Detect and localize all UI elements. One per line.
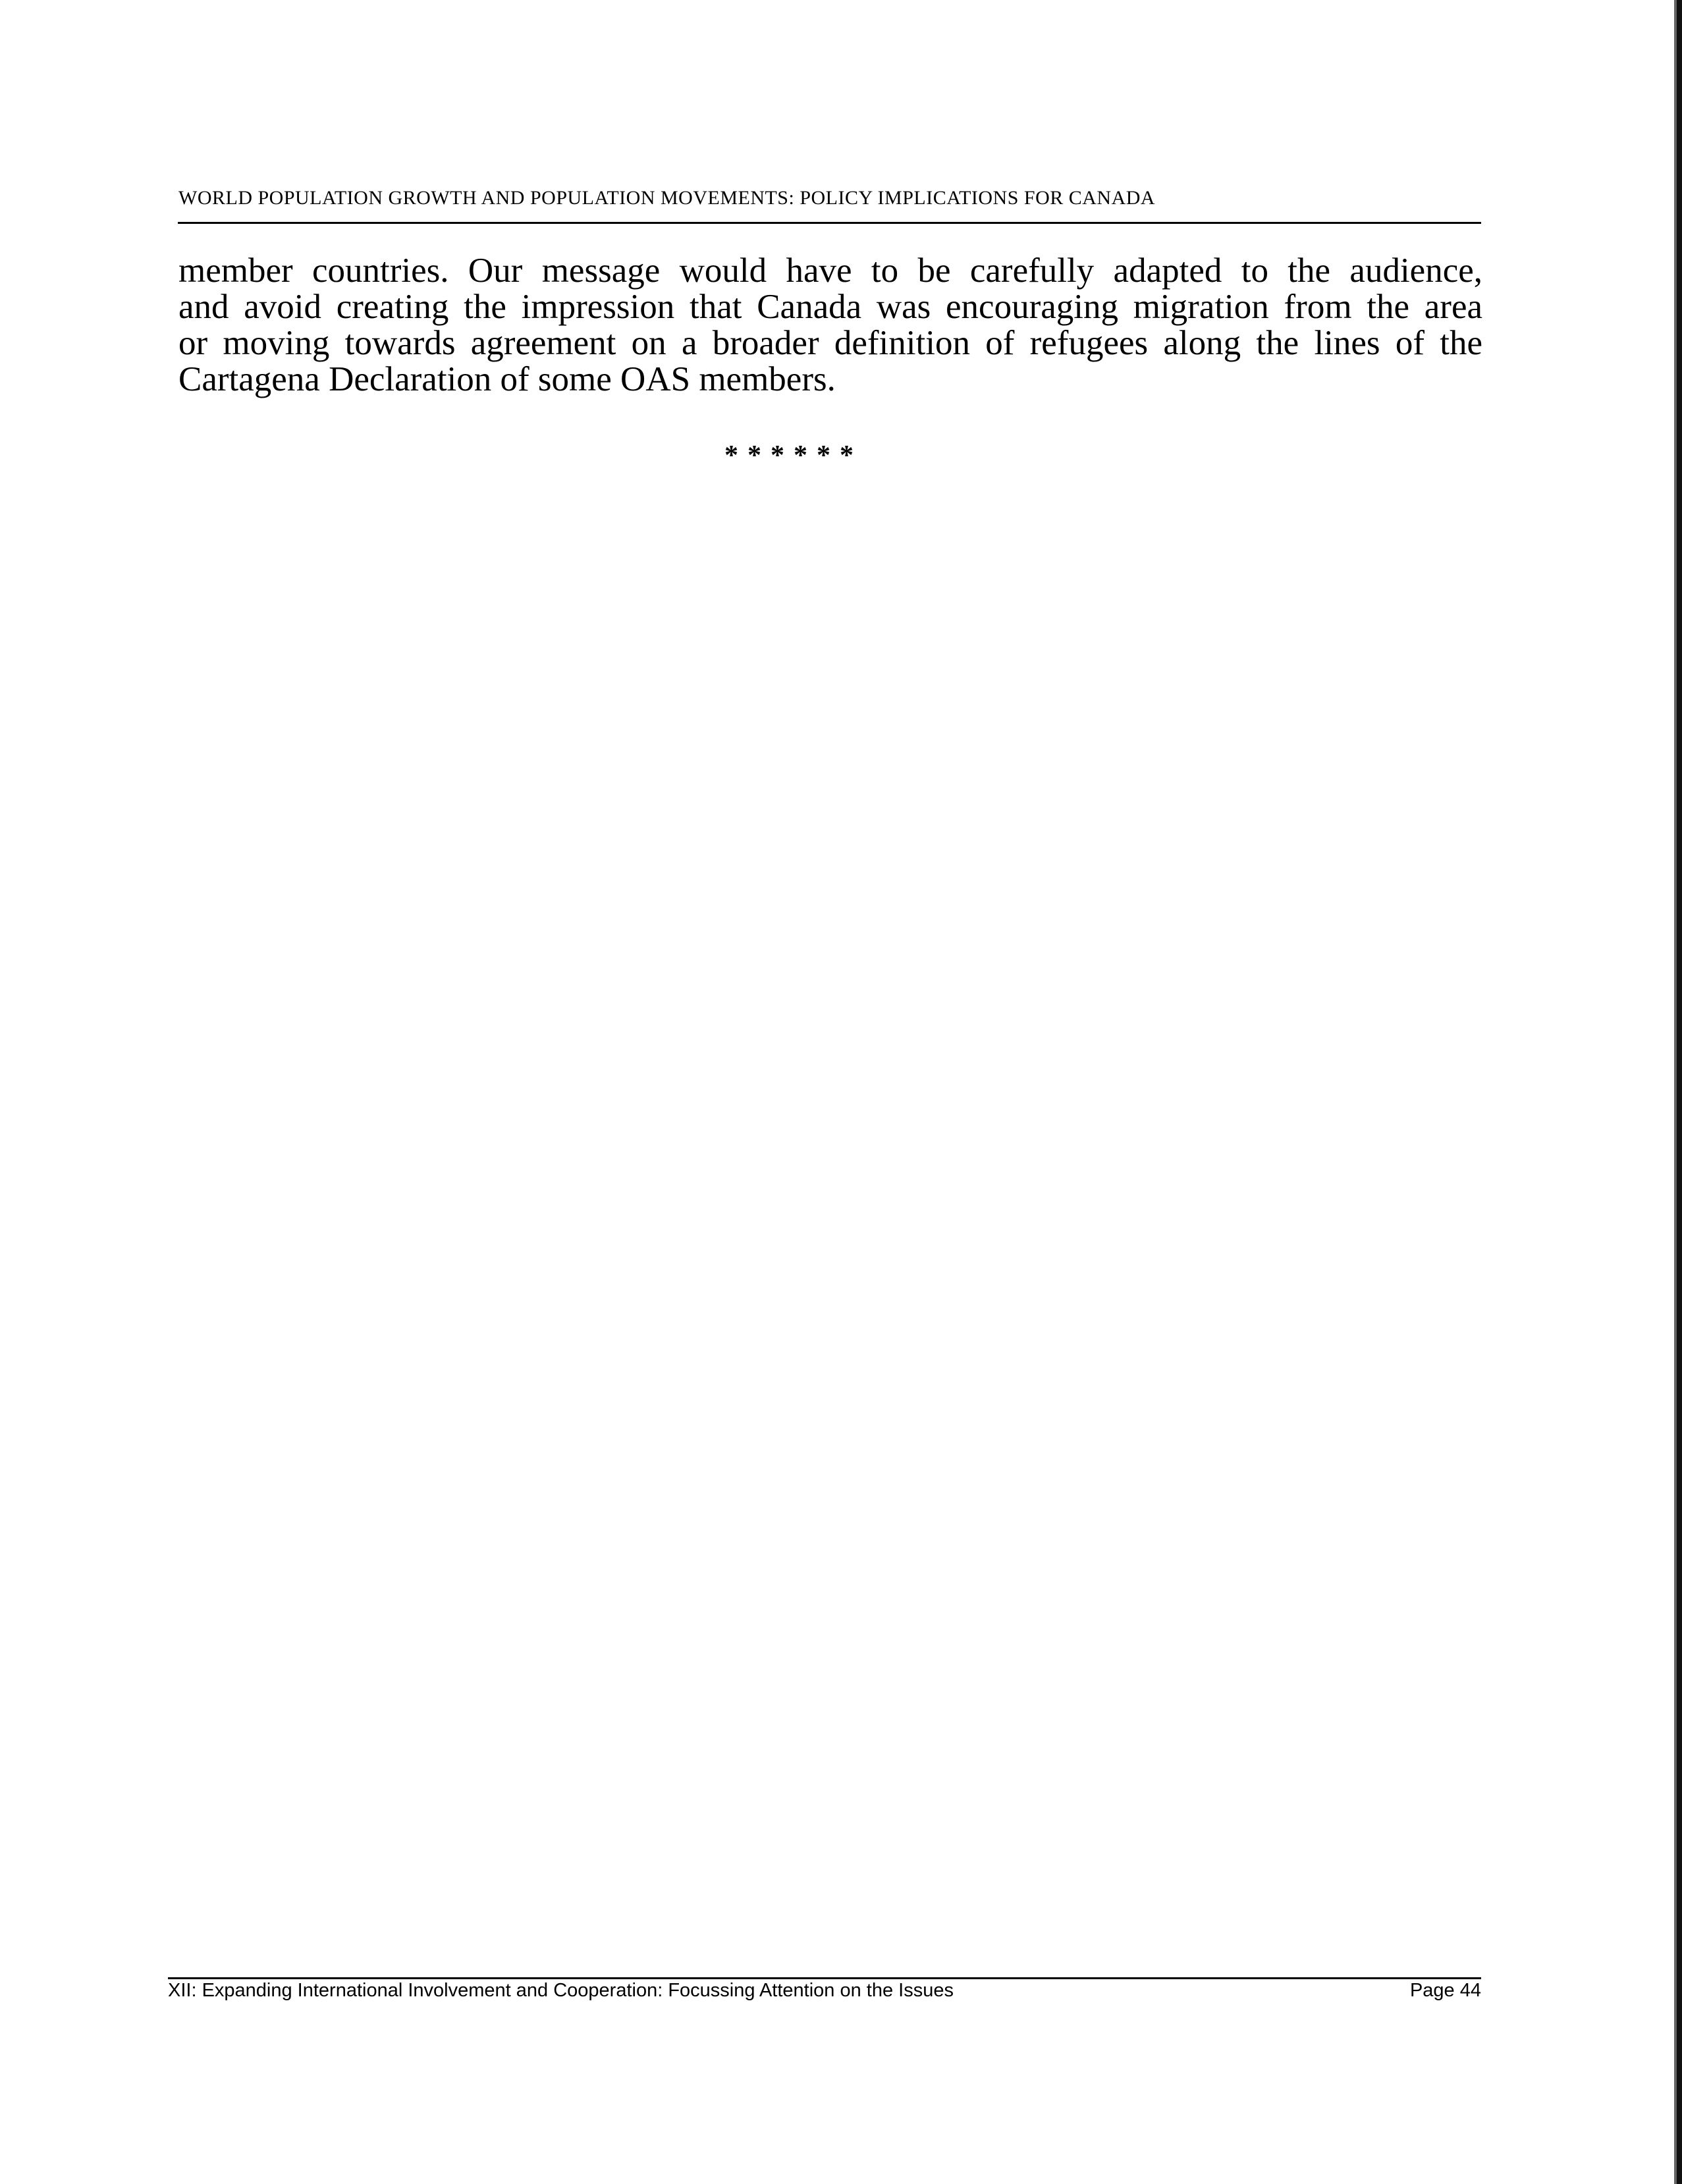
page-number: Page 44 [1409,1980,1481,2001]
body-line: Cartagena Declaration of some OAS members. [178,360,836,398]
body-line: or moving towards agreement on a broader definition of refugees along the lines of the [178,324,1482,362]
body-paragraph [178,253,1482,398]
body-line: member countries. Our message would have to be carefully adapted to the audience, [178,252,1482,290]
body-line: and avoid creating the impression that Canada was encouraging migration from the area [178,288,1482,326]
header-rule [178,222,1481,224]
footer-section-title: XII: Expanding International Involvement and Cooperation: Focussing Attention on the Issues [168,1980,954,2001]
section-separator: ****** [724,440,863,471]
running-header: WORLD POPULATION GROWTH AND POPULATION MOVEMENTS: POLICY IMPLICATIONS FOR CANADA [178,187,1156,209]
scan-border [1677,0,1682,2184]
footer-rule [168,1977,1481,1979]
